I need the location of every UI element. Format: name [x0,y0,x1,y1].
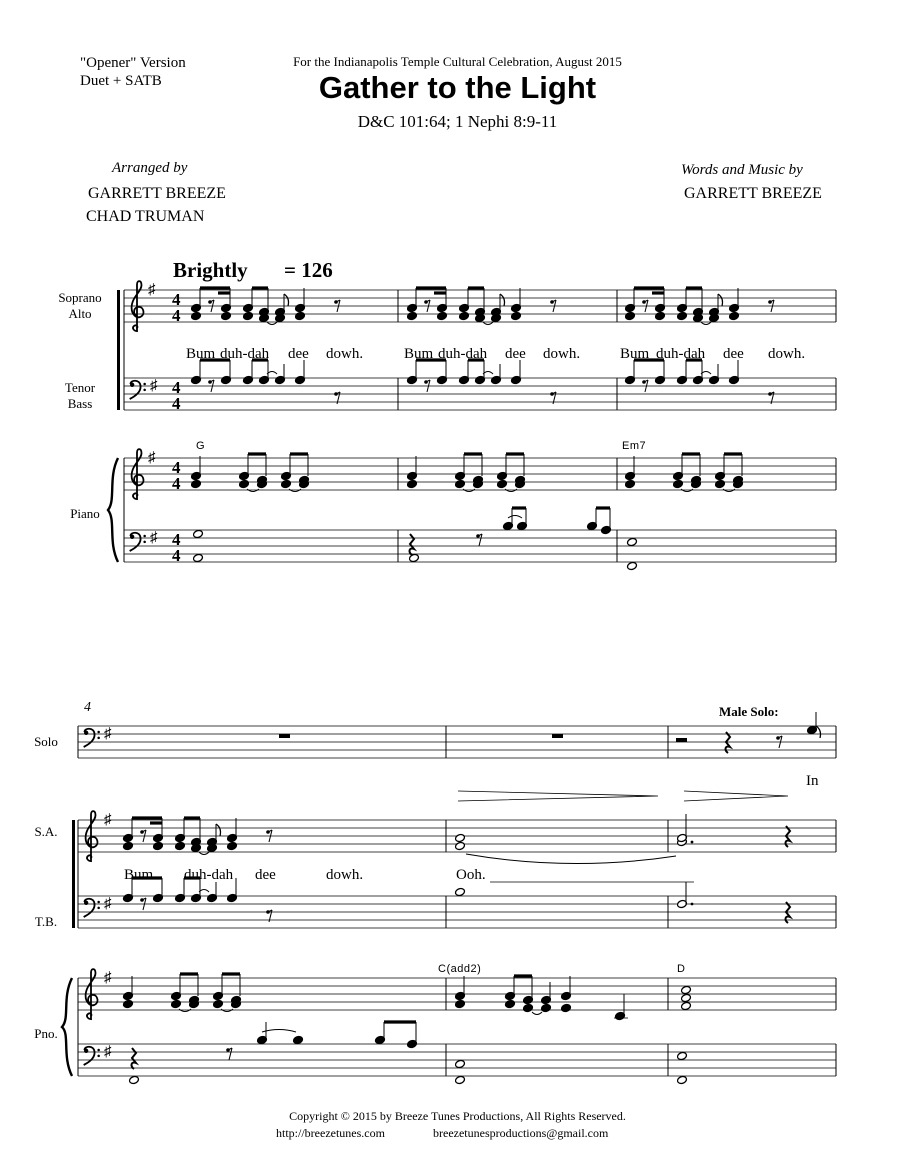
notehead [459,311,470,320]
soprano-label: Soprano [58,290,102,305]
time-signature: 4 [172,474,181,493]
lyric: duh-dah [184,867,234,883]
slur [466,854,676,864]
choir-bracket [72,820,75,928]
tie [508,516,522,519]
notehead [505,999,516,1008]
time-signature: 4 [172,394,181,413]
notehead [455,833,466,842]
piano-brace [108,458,118,562]
notehead [455,1075,466,1084]
notehead [715,479,726,488]
voicing-label: Duet + SATB [80,73,162,89]
sharp-key-signature: ♯ [148,450,156,466]
notehead [295,311,306,320]
whole-rest [279,734,290,738]
email-link[interactable]: breezetunesproductions@gmail.com [433,1126,609,1140]
male-solo-marking: Male Solo: [719,704,779,719]
notehead [175,841,186,850]
time-signature: 4 [172,290,181,309]
bass-clef [84,899,100,917]
time-signature: 4 [172,306,181,325]
notehead [625,479,636,488]
lyric: Bum [124,867,154,883]
notehead [437,311,448,320]
hairpin [684,791,788,801]
piano-short-label: Pno. [34,1026,58,1041]
notehead [677,1051,688,1060]
flag [718,294,723,306]
notehead [455,887,466,896]
notehead [407,479,418,488]
notehead [625,311,636,320]
tenor-label: Tenor [64,380,96,395]
quarter-rest [410,534,414,555]
notehead [523,1003,534,1012]
scripture-reference: D&C 101:64; 1 Nephi 8:9-11 [357,112,558,131]
notehead [227,841,238,850]
whole-rest [552,734,563,738]
arranger-2: CHAD TRUMAN [86,208,205,225]
copyright-notice: Copyright © 2015 by Breeze Tunes Productions, All Rights Reserved. [289,1109,626,1123]
flag [284,294,289,306]
solo-lyric: In [806,773,819,789]
notehead [129,1075,140,1084]
flag [500,294,505,306]
sa-label: S.A. [34,824,58,839]
chord-symbol: D [677,963,686,975]
composer: GARRETT BREEZE [684,185,822,202]
notehead [541,1003,552,1012]
measure-number: 4 [84,700,91,715]
notehead [153,841,164,850]
words-music-label: Words and Music by [681,162,803,178]
tie [532,1012,542,1015]
bass-clef [84,1047,100,1065]
sharp-key-signature: ♯ [150,530,158,546]
tempo-word: Brightly [173,258,248,282]
bass-clef [84,729,100,747]
sharp-key-signature: ♯ [104,896,112,912]
notehead [497,479,508,488]
lyric: dowh. [326,346,364,362]
dedication: For the Indianapolis Temple Cultural Celebration, August 2015 [293,54,622,69]
tempo-value: = 126 [284,258,333,282]
flag [216,824,221,836]
lyric: dee [723,346,744,362]
notehead [681,1001,692,1010]
notehead [673,479,684,488]
notehead [281,479,292,488]
sharp-key-signature: ♯ [104,1044,112,1060]
notehead [455,999,466,1008]
piano-brace [62,978,72,1076]
sharp-key-signature: ♯ [148,282,156,298]
notehead [193,529,204,538]
arranged-by-label: Arranged by [112,160,188,176]
notehead [455,1059,466,1068]
notehead [729,311,740,320]
notehead [191,479,202,488]
notehead [171,999,182,1008]
version-label: "Opener" Version [80,55,186,71]
half-rest [676,738,687,742]
lyric: dee [255,867,276,883]
notehead [455,479,466,488]
notehead [511,311,522,320]
lyric: dee [505,346,526,362]
sharp-key-signature: ♯ [104,970,112,986]
lyric: duh-dah [656,346,706,362]
arranger-1: GARRETT BREEZE [88,185,226,202]
lyric: Bum [186,346,216,362]
hairpin [458,791,658,801]
chord-symbol: G [196,440,206,452]
notehead [239,479,250,488]
bass-clef [130,533,146,551]
website-link[interactable]: http://breezetunes.com [276,1126,385,1140]
lyric: Bum [404,346,434,362]
notehead [191,311,202,320]
choir-bracket [117,290,120,410]
solo-label: Solo [34,734,58,749]
notehead [627,537,638,546]
lyric: Ooh. [456,867,486,883]
sharp-key-signature: ♯ [104,726,112,742]
lyric: duh-dah [438,346,488,362]
time-signature: 4 [172,530,181,549]
notehead [243,311,254,320]
notehead [681,993,692,1002]
bass-clef [130,381,146,399]
dot [691,903,694,906]
notehead [561,1003,572,1012]
notehead [123,841,134,850]
notehead [677,1075,688,1084]
notehead [123,999,134,1008]
time-signature: 4 [172,378,181,397]
bass-label: Bass [67,396,93,411]
song-title: Gather to the Light [318,70,597,105]
time-signature: 4 [172,546,181,565]
tb-label: T.B. [34,914,58,929]
quarter-rest [132,1048,136,1069]
notehead [193,553,204,562]
lyric: Bum [620,346,650,362]
time-signature: 4 [172,458,181,477]
tie [262,1030,296,1033]
notehead [627,561,638,570]
lyric: dowh. [326,867,364,883]
sharp-key-signature: ♯ [150,378,158,394]
lyric: duh-dah [220,346,270,362]
chord-symbol: Em7 [622,440,647,452]
notehead [213,999,224,1008]
notehead [455,841,466,850]
lyric: dowh. [543,346,581,362]
lyric: dowh. [768,346,806,362]
piano-label: Piano [70,506,100,521]
notehead [655,311,666,320]
chord-symbol: C(add2) [438,963,482,975]
notehead [677,311,688,320]
lyric: dee [288,346,309,362]
notehead [293,1035,304,1044]
sharp-key-signature: ♯ [104,812,112,828]
notehead [407,311,418,320]
dot [691,841,694,844]
notehead [681,985,692,994]
notehead [221,311,232,320]
alto-label: Alto [68,306,92,321]
